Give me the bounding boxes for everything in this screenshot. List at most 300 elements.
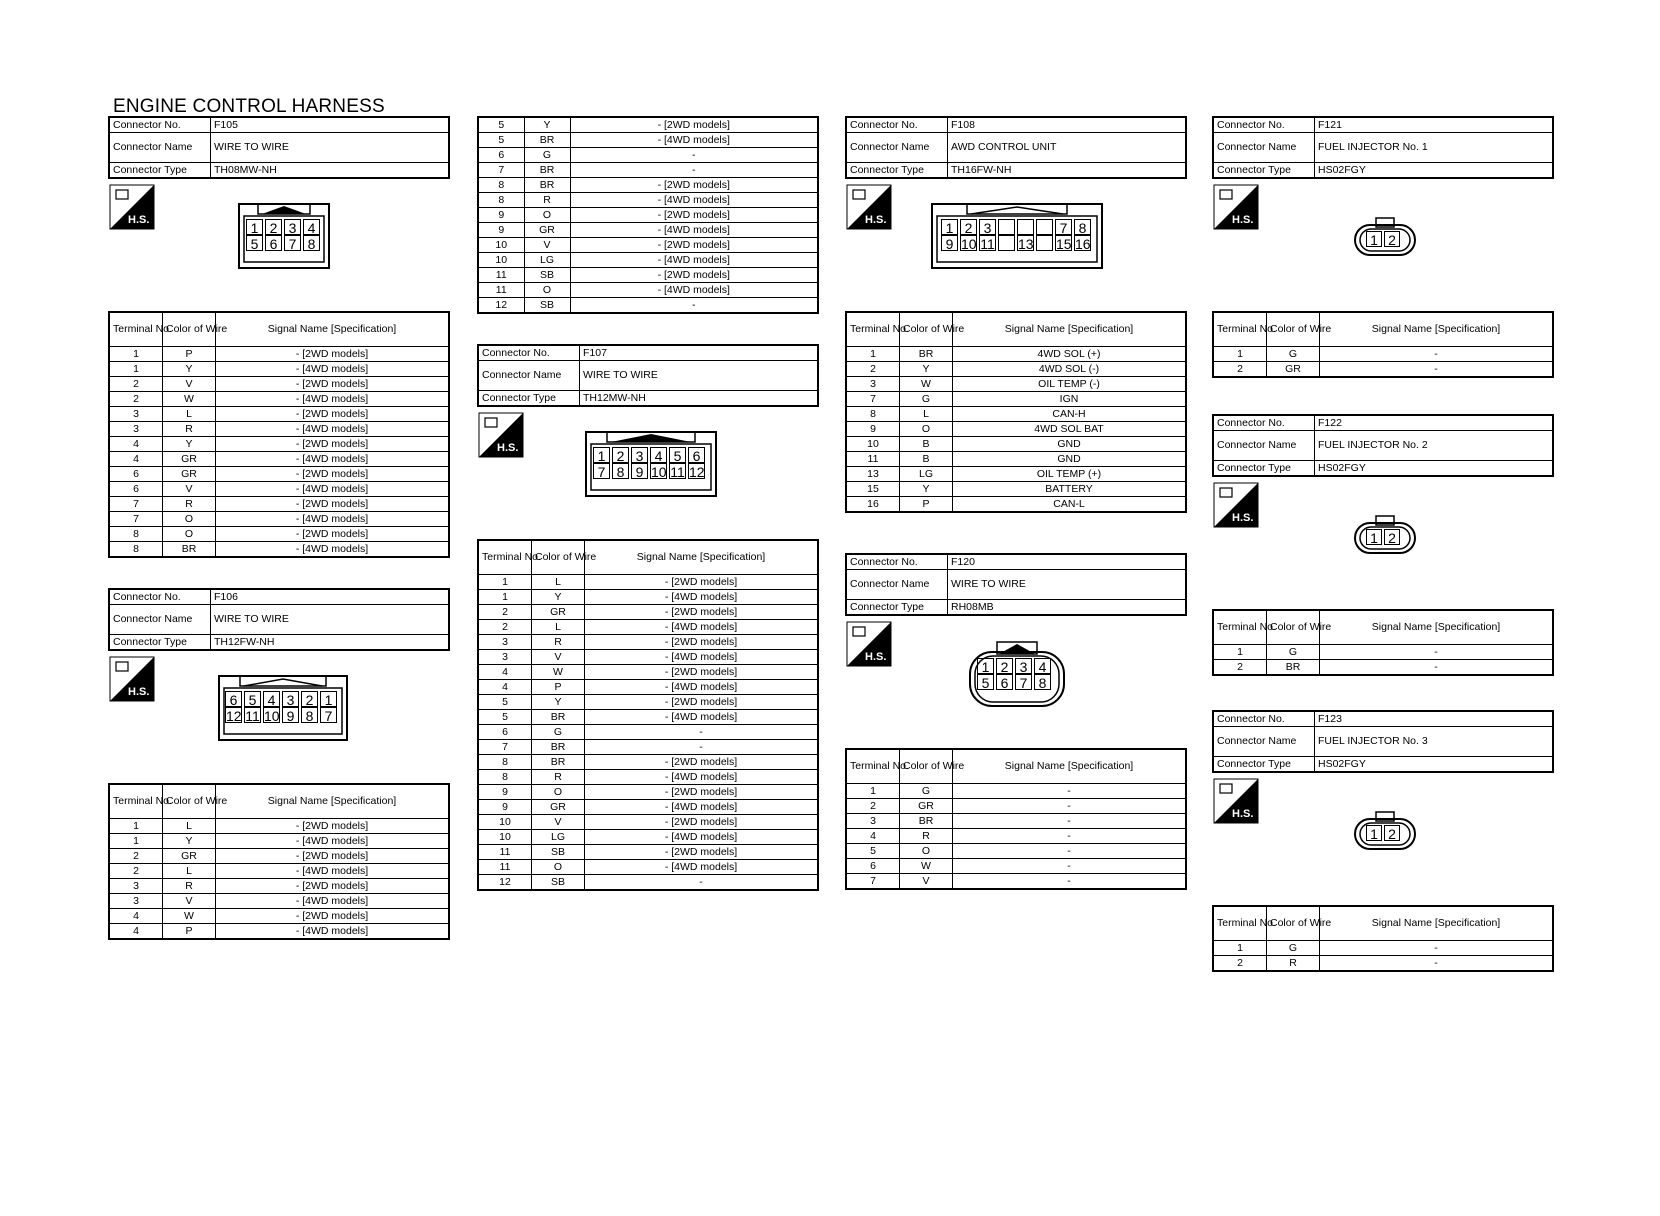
signal-name-header: Signal Name [Specification] — [953, 749, 1187, 784]
pin-row-bottom — [976, 674, 1052, 690]
connector-pin: 2 — [301, 691, 318, 707]
terminal-no-cell: 9 — [478, 800, 532, 815]
connector-pin: 13 — [1018, 236, 1034, 252]
connector-type-label: Connector Type — [478, 391, 580, 407]
terminal-no-header: Terminal No. — [109, 312, 163, 347]
terminal-no-header: Terminal No. — [1213, 610, 1267, 645]
connector-block-f120 — [845, 553, 1187, 890]
signal-name-cell: - [2WD models] — [585, 575, 819, 590]
connector-block-f122 — [1212, 414, 1554, 676]
signal-name-cell: - — [570, 148, 818, 163]
terminal-no-cell: 5 — [478, 117, 524, 133]
table-row — [478, 875, 818, 891]
connector-block-f121 — [1212, 116, 1554, 378]
table-row — [846, 482, 1186, 497]
terminal-no-cell: 1 — [1213, 645, 1267, 660]
harness-side-icon — [1214, 483, 1258, 527]
hs-label: H.S. — [865, 214, 887, 226]
connector-name-label: Connector Name — [109, 133, 211, 163]
connector-pin: 3 — [282, 691, 299, 707]
connector-pin: 8 — [303, 235, 320, 251]
connector-type-label: Connector Type — [1213, 461, 1315, 477]
signal-name-cell: BATTERY — [953, 482, 1187, 497]
table-row — [109, 467, 449, 482]
signal-name-cell: - — [1320, 956, 1554, 972]
connector-type-value: RH08MB — [948, 600, 1187, 616]
connector-no-value: F107 — [580, 345, 819, 361]
signal-name-cell: - [4WD models] — [585, 680, 819, 695]
connector-pin: 5 — [977, 674, 994, 690]
terminal-no-cell: 7 — [478, 740, 532, 755]
terminal-no-cell: 11 — [478, 860, 532, 875]
wire-color-cell: V — [532, 815, 585, 830]
wire-color-cell: G — [1267, 645, 1320, 660]
terminal-no-cell: 4 — [109, 909, 163, 924]
terminal-no-cell: 8 — [478, 193, 524, 208]
wire-color-cell: Y — [532, 590, 585, 605]
table-row — [846, 829, 1186, 844]
wire-color-cell: BR — [532, 755, 585, 770]
connector-pin: 12 — [689, 464, 705, 480]
table-row — [478, 590, 818, 605]
wire-color-cell: R — [163, 879, 216, 894]
table-row — [478, 268, 818, 283]
terminal-no-cell: 3 — [109, 422, 163, 437]
table-row — [109, 512, 449, 527]
connector-pin: 2 — [612, 447, 629, 463]
connector-pin: 4 — [303, 219, 320, 235]
signal-name-cell: - — [953, 814, 1187, 829]
connector-pin: 4 — [263, 691, 280, 707]
signal-name-cell: - [4WD models] — [216, 482, 450, 497]
connector-name-value: FUEL INJECTOR No. 1 — [1315, 133, 1554, 163]
pin-grid-f123 — [1365, 825, 1401, 841]
hs-label: H.S. — [1232, 808, 1254, 820]
hs-label: H.S. — [865, 651, 887, 663]
pin-row — [1365, 825, 1401, 841]
table-row — [478, 815, 818, 830]
terminal-no-cell: 7 — [846, 392, 900, 407]
terminal-no-cell: 11 — [846, 452, 900, 467]
connector-type-label: Connector Type — [109, 163, 211, 179]
table-row — [478, 148, 818, 163]
connector-type-value: HS02FGY — [1315, 461, 1554, 477]
signal-name-cell: - [4WD models] — [216, 512, 450, 527]
color-of-wire-header: Color of Wire — [163, 784, 216, 819]
table-row — [478, 133, 818, 148]
terminal-no-cell: 7 — [846, 874, 900, 890]
table-row — [109, 894, 449, 909]
connector-pin: 1 — [1366, 231, 1382, 247]
wire-color-cell: R — [163, 422, 216, 437]
terminal-no-cell: 3 — [109, 879, 163, 894]
terminal-no-header: Terminal No. — [109, 784, 163, 819]
signal-name-cell: - [2WD models] — [216, 527, 450, 542]
signal-name-cell: - [2WD models] — [585, 605, 819, 620]
signal-name-cell: - [4WD models] — [216, 392, 450, 407]
terminal-no-cell: 1 — [846, 784, 900, 799]
table-row — [846, 844, 1186, 859]
connector-pin — [998, 219, 1015, 235]
connector-name-label: Connector Name — [1213, 431, 1315, 461]
signal-name-cell: - [4WD models] — [570, 193, 818, 208]
terminal-no-cell: 4 — [109, 437, 163, 452]
connector-name-label: Connector Name — [109, 605, 211, 635]
connector-block-f106 — [108, 588, 450, 940]
terminal-no-cell: 1 — [109, 834, 163, 849]
table-row — [846, 497, 1186, 513]
table-row — [478, 283, 818, 298]
wire-color-cell: O — [532, 785, 585, 800]
pin-grid-f107 — [592, 447, 706, 479]
terminal-no-cell: 7 — [109, 497, 163, 512]
connector-name-label: Connector Name — [478, 361, 580, 391]
wire-color-cell: GR — [163, 849, 216, 864]
wire-color-cell: P — [532, 680, 585, 695]
signal-name-cell: - [4WD models] — [570, 253, 818, 268]
wire-color-cell: L — [532, 620, 585, 635]
terminal-no-cell: 3 — [846, 377, 900, 392]
connector-pin: 3 — [631, 447, 648, 463]
signal-name-cell: - [4WD models] — [216, 864, 450, 879]
table-row — [478, 770, 818, 785]
table-row — [478, 620, 818, 635]
signal-name-cell: - [2WD models] — [570, 268, 818, 283]
connector-pin: 2 — [1384, 825, 1400, 841]
wire-color-cell: L — [163, 864, 216, 879]
signal-name-cell: - — [585, 875, 819, 891]
wire-color-cell: GR — [532, 605, 585, 620]
wire-color-cell: O — [524, 208, 570, 223]
table-row — [478, 785, 818, 800]
terminal-no-cell: 5 — [846, 844, 900, 859]
connector-diagram-f120 — [845, 616, 1187, 748]
table-row — [846, 347, 1186, 362]
terminal-no-cell: 9 — [478, 223, 524, 238]
signal-name-cell: - [4WD models] — [585, 620, 819, 635]
connector-pin: 5 — [244, 691, 261, 707]
table-row — [478, 635, 818, 650]
signal-name-cell: - [4WD models] — [585, 770, 819, 785]
wire-color-cell: L — [163, 819, 216, 834]
signal-name-cell: 4WD SOL BAT — [953, 422, 1187, 437]
connector-type-label: Connector Type — [846, 163, 948, 179]
wire-color-cell: SB — [532, 845, 585, 860]
connector-pin: 7 — [593, 463, 610, 479]
wire-color-cell: BR — [524, 163, 570, 178]
connector-name-value: FUEL INJECTOR No. 2 — [1315, 431, 1554, 461]
wire-color-cell: BR — [532, 710, 585, 725]
table-row — [478, 800, 818, 815]
connector-no-label: Connector No. — [1213, 711, 1315, 727]
connector-pin: 2 — [960, 219, 977, 235]
wire-color-cell: V — [524, 238, 570, 253]
connector-no-label: Connector No. — [1213, 415, 1315, 431]
wire-color-cell: SB — [524, 268, 570, 283]
wire-color-cell: Y — [532, 695, 585, 710]
table-row — [478, 845, 818, 860]
terminal-no-cell: 2 — [1213, 362, 1267, 378]
connector-pin: 11 — [980, 236, 995, 252]
signal-name-header: Signal Name [Specification] — [216, 784, 450, 819]
connector-pin: 6 — [996, 674, 1013, 690]
signal-name-cell: - [4WD models] — [216, 422, 450, 437]
connector-block-f105 — [108, 116, 450, 558]
connector-type-value: HS02FGY — [1315, 163, 1554, 179]
signal-name-cell: 4WD SOL (-) — [953, 362, 1187, 377]
connector-pin — [1036, 219, 1053, 235]
table-row — [846, 859, 1186, 874]
terminal-no-cell: 1 — [478, 590, 532, 605]
wire-color-cell: BR — [1267, 660, 1320, 676]
connector-type-label: Connector Type — [109, 635, 211, 651]
table-row — [1213, 956, 1553, 972]
table-row — [846, 392, 1186, 407]
terminal-no-cell: 8 — [478, 178, 524, 193]
wire-color-cell: LG — [900, 467, 953, 482]
signal-name-cell: - — [1320, 645, 1554, 660]
wire-color-cell: GR — [163, 452, 216, 467]
connector-name-label: Connector Name — [846, 133, 948, 163]
wire-color-cell: R — [900, 829, 953, 844]
signal-name-header: Signal Name [Specification] — [1320, 610, 1554, 645]
table-row — [478, 710, 818, 725]
connector-pin: 4 — [650, 447, 667, 463]
column-1 — [108, 116, 450, 940]
connector-no-value: F106 — [211, 589, 450, 605]
wire-color-cell: GR — [900, 799, 953, 814]
connector-pin: 8 — [612, 463, 629, 479]
terminal-table-f107 — [477, 539, 819, 891]
table-row — [109, 452, 449, 467]
table-row — [109, 819, 449, 834]
wire-color-cell: V — [163, 894, 216, 909]
wire-color-cell: BR — [524, 133, 570, 148]
hs-label: H.S. — [497, 442, 519, 454]
terminal-no-cell: 6 — [846, 859, 900, 874]
pin-row-bottom — [592, 463, 706, 479]
connector-pin: 10 — [264, 708, 280, 724]
connector-block-f107 — [477, 344, 819, 891]
table-row — [846, 437, 1186, 452]
connector-pin: 5 — [246, 235, 263, 251]
hs-label: H.S. — [128, 214, 150, 226]
signal-name-cell: - [2WD models] — [216, 437, 450, 452]
wire-color-cell: B — [900, 437, 953, 452]
connector-type-value: HS02FGY — [1315, 757, 1554, 773]
terminal-no-cell: 7 — [109, 512, 163, 527]
connector-type-value: TH16FW-NH — [948, 163, 1187, 179]
terminal-no-cell: 5 — [478, 133, 524, 148]
signal-name-cell: - [2WD models] — [216, 407, 450, 422]
pin-row-top — [940, 219, 1092, 235]
wire-color-cell: G — [524, 148, 570, 163]
signal-name-cell: - — [1320, 347, 1554, 362]
connector-pin: 11 — [245, 708, 260, 724]
signal-name-cell: - [4WD models] — [216, 834, 450, 849]
pin-row-top — [976, 658, 1052, 674]
connector-pin: 12 — [226, 708, 242, 724]
terminal-table-f106 — [108, 783, 450, 940]
connector-pin: 7 — [1015, 674, 1032, 690]
signal-name-cell: CAN-L — [953, 497, 1187, 513]
wire-color-cell: V — [163, 377, 216, 392]
signal-name-cell: - [2WD models] — [216, 497, 450, 512]
signal-name-cell: - [2WD models] — [216, 849, 450, 864]
terminal-no-cell: 5 — [478, 710, 532, 725]
signal-name-header: Signal Name [Specification] — [216, 312, 450, 347]
connector-pin: 1 — [941, 219, 958, 235]
connector-name-label: Connector Name — [1213, 133, 1315, 163]
connector-type-value: TH12FW-NH — [211, 635, 450, 651]
terminal-no-cell: 11 — [478, 283, 524, 298]
terminal-no-cell: 10 — [846, 437, 900, 452]
table-row — [109, 362, 449, 377]
signal-name-cell: CAN-H — [953, 407, 1187, 422]
terminal-no-cell: 1 — [846, 347, 900, 362]
terminal-no-header: Terminal No. — [478, 540, 532, 575]
wire-color-cell: V — [900, 874, 953, 890]
terminal-no-cell: 9 — [846, 422, 900, 437]
table-row — [109, 924, 449, 940]
harness-side-icon — [1214, 779, 1258, 823]
wire-color-cell: O — [524, 283, 570, 298]
terminal-no-cell: 6 — [109, 482, 163, 497]
connector-no-value: F120 — [948, 554, 1187, 570]
wire-color-cell: W — [900, 377, 953, 392]
table-row — [109, 347, 449, 362]
terminal-no-cell: 2 — [478, 620, 532, 635]
table-row — [478, 178, 818, 193]
signal-name-cell: - [2WD models] — [570, 208, 818, 223]
connector-no-value: F123 — [1315, 711, 1554, 727]
color-of-wire-header: Color of Wire — [1267, 906, 1320, 941]
pin-grid-f106 — [224, 691, 338, 723]
signal-name-cell: - — [1320, 660, 1554, 676]
terminal-no-cell: 8 — [478, 755, 532, 770]
connector-no-value: F121 — [1315, 117, 1554, 133]
signal-name-cell: - — [953, 874, 1187, 890]
signal-name-cell: GND — [953, 437, 1187, 452]
connector-pin: 1 — [1366, 825, 1382, 841]
signal-name-cell: GND — [953, 452, 1187, 467]
wire-color-cell: Y — [163, 362, 216, 377]
signal-name-cell: - [4WD models] — [585, 710, 819, 725]
terminal-no-cell: 9 — [478, 208, 524, 223]
connector-name-value: FUEL INJECTOR No. 3 — [1315, 727, 1554, 757]
harness-side-icon — [847, 185, 891, 229]
terminal-no-cell: 4 — [109, 452, 163, 467]
connector-no-label: Connector No. — [846, 117, 948, 133]
connector-block-f123 — [1212, 710, 1554, 972]
wire-color-cell: P — [163, 924, 216, 940]
table-row — [478, 575, 818, 590]
wire-color-cell: LG — [524, 253, 570, 268]
table-row — [478, 725, 818, 740]
terminal-no-cell: 5 — [478, 695, 532, 710]
wire-color-cell: W — [532, 665, 585, 680]
signal-name-cell: - [2WD models] — [585, 755, 819, 770]
connector-pin: 7 — [320, 707, 337, 723]
hs-label: H.S. — [1232, 512, 1254, 524]
table-row — [478, 298, 818, 314]
pin-grid-f120 — [976, 658, 1052, 690]
connector-pin: 8 — [301, 707, 318, 723]
table-row — [478, 650, 818, 665]
table-row — [1213, 362, 1553, 378]
table-row — [478, 740, 818, 755]
signal-name-cell: - [2WD models] — [570, 178, 818, 193]
pin-grid-f122 — [1365, 529, 1401, 545]
signal-name-cell: - [2WD models] — [585, 665, 819, 680]
terminal-no-cell: 4 — [478, 665, 532, 680]
terminal-no-cell: 1 — [109, 347, 163, 362]
connector-no-label: Connector No. — [478, 345, 580, 361]
table-row — [1213, 347, 1553, 362]
connector-pin: 7 — [1055, 219, 1072, 235]
table-row — [1213, 660, 1553, 676]
terminal-no-cell: 8 — [109, 527, 163, 542]
signal-name-cell: - [2WD models] — [570, 238, 818, 253]
connector-name-value: WIRE TO WIRE — [948, 570, 1187, 600]
wire-color-cell: Y — [524, 117, 570, 133]
connector-pin — [1017, 219, 1034, 235]
terminal-no-cell: 13 — [846, 467, 900, 482]
signal-name-cell: - — [585, 740, 819, 755]
connector-pin: 3 — [1015, 658, 1032, 674]
wire-color-cell: W — [163, 909, 216, 924]
harness-side-icon — [847, 622, 891, 666]
terminal-no-cell: 8 — [109, 542, 163, 558]
signal-name-cell: - [4WD models] — [216, 452, 450, 467]
wire-color-cell: B — [900, 452, 953, 467]
terminal-no-cell: 1 — [109, 362, 163, 377]
signal-name-cell: - [4WD models] — [570, 133, 818, 148]
pin-grid-f108 — [940, 219, 1092, 251]
signal-name-cell: - [4WD models] — [570, 223, 818, 238]
column-4 — [1212, 116, 1554, 972]
connector-no-label: Connector No. — [109, 117, 211, 133]
signal-name-cell: - [4WD models] — [216, 894, 450, 909]
wire-color-cell: R — [524, 193, 570, 208]
table-row — [846, 467, 1186, 482]
signal-name-cell: - [2WD models] — [216, 377, 450, 392]
connector-type-label: Connector Type — [1213, 757, 1315, 773]
wire-color-cell: Y — [163, 834, 216, 849]
wire-color-cell: BR — [524, 178, 570, 193]
signal-name-cell: - [4WD models] — [585, 590, 819, 605]
terminal-no-cell: 6 — [109, 467, 163, 482]
connector-name-value: WIRE TO WIRE — [211, 605, 450, 635]
wire-color-cell: G — [900, 784, 953, 799]
terminal-no-cell: 2 — [846, 362, 900, 377]
pin-grid-f105 — [245, 219, 321, 251]
wire-color-cell: O — [163, 527, 216, 542]
signal-name-cell: - [2WD models] — [585, 815, 819, 830]
wire-color-cell: G — [1267, 347, 1320, 362]
terminal-table-f120 — [845, 748, 1187, 890]
table-row — [846, 799, 1186, 814]
connector-header-f122 — [1212, 414, 1554, 477]
connector-name-value: AWD CONTROL UNIT — [948, 133, 1187, 163]
terminal-no-cell: 16 — [846, 497, 900, 513]
wire-color-cell: SB — [524, 298, 570, 314]
terminal-no-cell: 2 — [478, 605, 532, 620]
wire-color-cell: P — [163, 347, 216, 362]
connector-header-f123 — [1212, 710, 1554, 773]
connector-pin: 1 — [320, 691, 337, 707]
signal-name-cell: - [2WD models] — [216, 467, 450, 482]
